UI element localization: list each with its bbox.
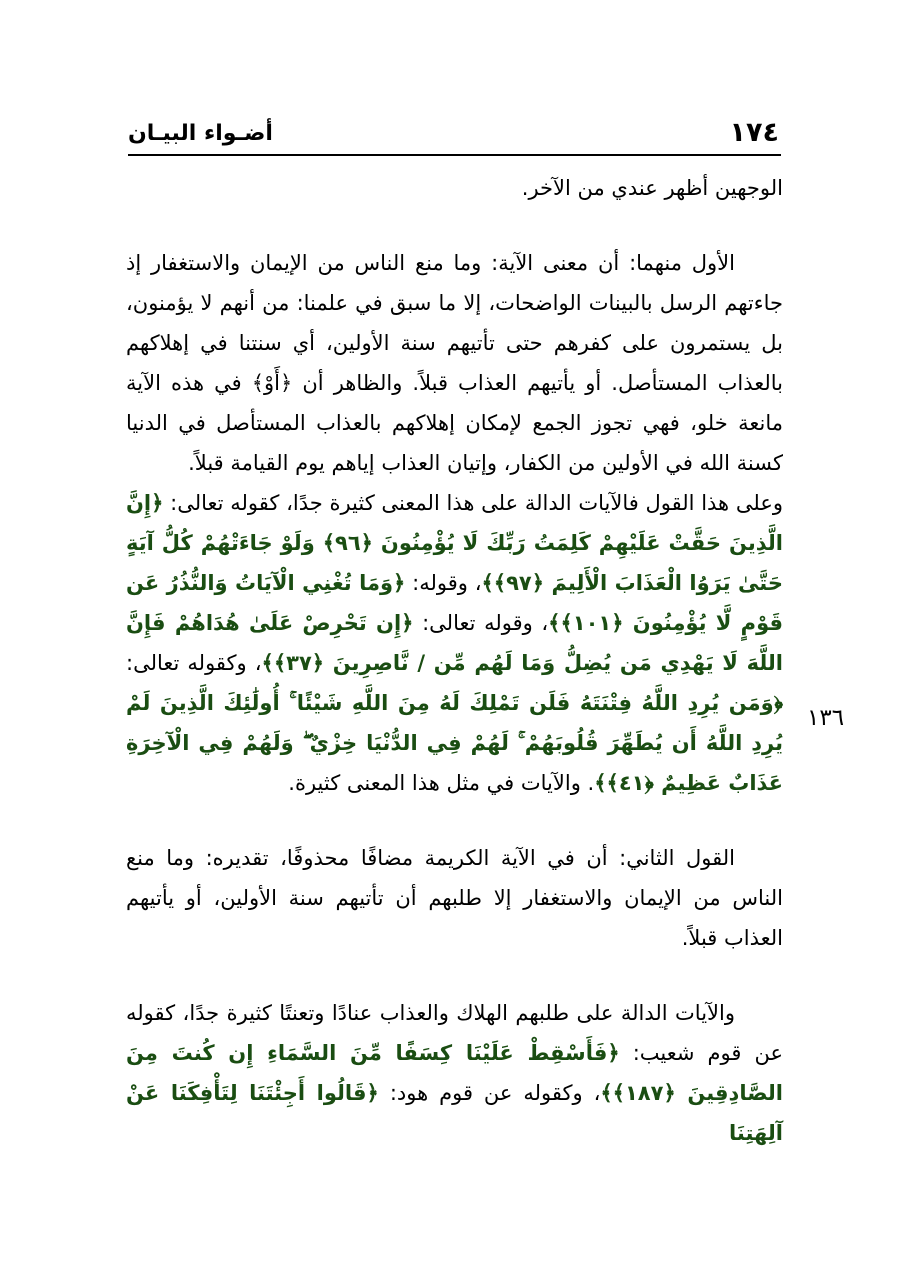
paragraph-verses (126, 483, 783, 803)
page-header (128, 112, 781, 156)
quran-verse: ﴿إِنَّ الَّذِينَ حَقَّتْ عَلَيْهِمْ كَلِمَتُ رَبِّكَ لَا يُؤْمِنُونَ ﴿٩٦﴾ وَلَوْ جَاءَتْهُمْ كُلُّ آيَةٍ حَتَّىٰ يَرَوُا الْعَذَابَ الْأَلِيمَ ﴿٩٧﴾﴾ (126, 491, 783, 595)
quran-verse: ﴿وَمَن يُرِدِ اللَّهُ فِتْنَتَهُ فَلَن تَمْلِكَ لَهُ مِنَ اللَّهِ شَيْئًا ۚ أُولَٰئِكَ الَّذِينَ لَمْ يُرِدِ اللَّهُ أَن يُطَهِّرَ قُلُوبَهُمْ ۚ لَهُمْ فِي الدُّنْيَا خِزْيٌ ۖ وَلَهُمْ فِي الْآخِرَةِ عَذَابٌ عَظِيمٌ ﴿٤١﴾﴾ (126, 691, 783, 795)
page-number: ١٧٤ (729, 117, 779, 148)
quran-verse: ﴿قَالُوا أَجِئْتَنَا لِتَأْفِكَنَا عَنْ آلِهَتِنَا (126, 1081, 783, 1145)
text-segment: وعلى هذا القول فالآيات الدالة على هذا المعنى كثيرة جدًا، كقوله تعالى: (170, 491, 783, 515)
paragraph-second-opinion: القول الثاني: أن في الآية الكريمة مضافًا محذوفًا، تقديره: وما منع الناس من الإيمان والاستغفار إلا طلبهم أن تأتيهم سنة الأولين، أو يأتيهم العذاب قبلاً. (126, 846, 783, 950)
margin-page-number: ١٣٦ (807, 705, 845, 731)
text-segment: ، وقوله: (412, 571, 482, 595)
text-segment: ، وقوله تعالى: (422, 611, 549, 635)
paragraph-continuation: الوجهين أظهر عندي من الآخر. (521, 176, 783, 200)
text-segment: ، وكقوله تعالى: (126, 651, 262, 675)
quran-verse: ﴿وَمَا تُغْنِي الْآيَاتُ وَالنُّذُرُ عَن قَوْمٍ لَّا يُؤْمِنُونَ ﴿١٠١﴾﴾ (126, 571, 783, 635)
text-segment: والآيات الدالة على طلبهم الهلاك والعذاب عنادًا وتعنتًا كثيرة جدًا، كقوله عن قوم شعيب: (126, 1001, 783, 1065)
text-segment: ، وكقوله عن قوم هود: (389, 1081, 601, 1105)
paragraph-first-opinion: الأول منهما: أن معنى الآية: وما منع الناس من الإيمان والاستغفار إذ جاءتهم الرسل بالبينات الواضحات، إلا ما سبق في علمنا: من أنهم لا يؤمنون، بل يستمرون على كفرهم حتى تأتيهم سنة الأولين، أي سنتنا في إهلاكهم بالعذاب المستأصل. أو يأتيهم العذاب قبلاً. والظاهر أن ﴿أَوْ﴾ في هذه الآية مانعة خلو، فهي تجوز الجمع لإمكان إهلاكهم بالعذاب المستأصل في الدنيا كسنة الله في الأولين من الكفار، وإتيان العذاب إياهم يوم القيامة قبلاً. (126, 251, 783, 475)
body-text (126, 168, 783, 1153)
quran-verse: ﴿فَأَسْقِطْ عَلَيْنَا كِسَفًا مِّنَ السَّمَاءِ إِن كُنتَ مِنَ الصَّادِقِينَ ﴿١٨٧﴾﴾ (126, 1041, 783, 1105)
quran-verse: ﴿إِن تَحْرِصْ عَلَىٰ هُدَاهُمْ فَإِنَّ اللَّهَ لَا يَهْدِي مَن يُضِلُّ وَمَا لَهُم مِّن / نَّاصِرِينَ ﴿٣٧﴾﴾ (126, 611, 783, 675)
book-title: أضـواء البيـان (128, 121, 273, 146)
paragraph-demands (126, 993, 783, 1153)
text-segment: . والآيات في مثل هذا المعنى كثيرة. (288, 771, 595, 795)
